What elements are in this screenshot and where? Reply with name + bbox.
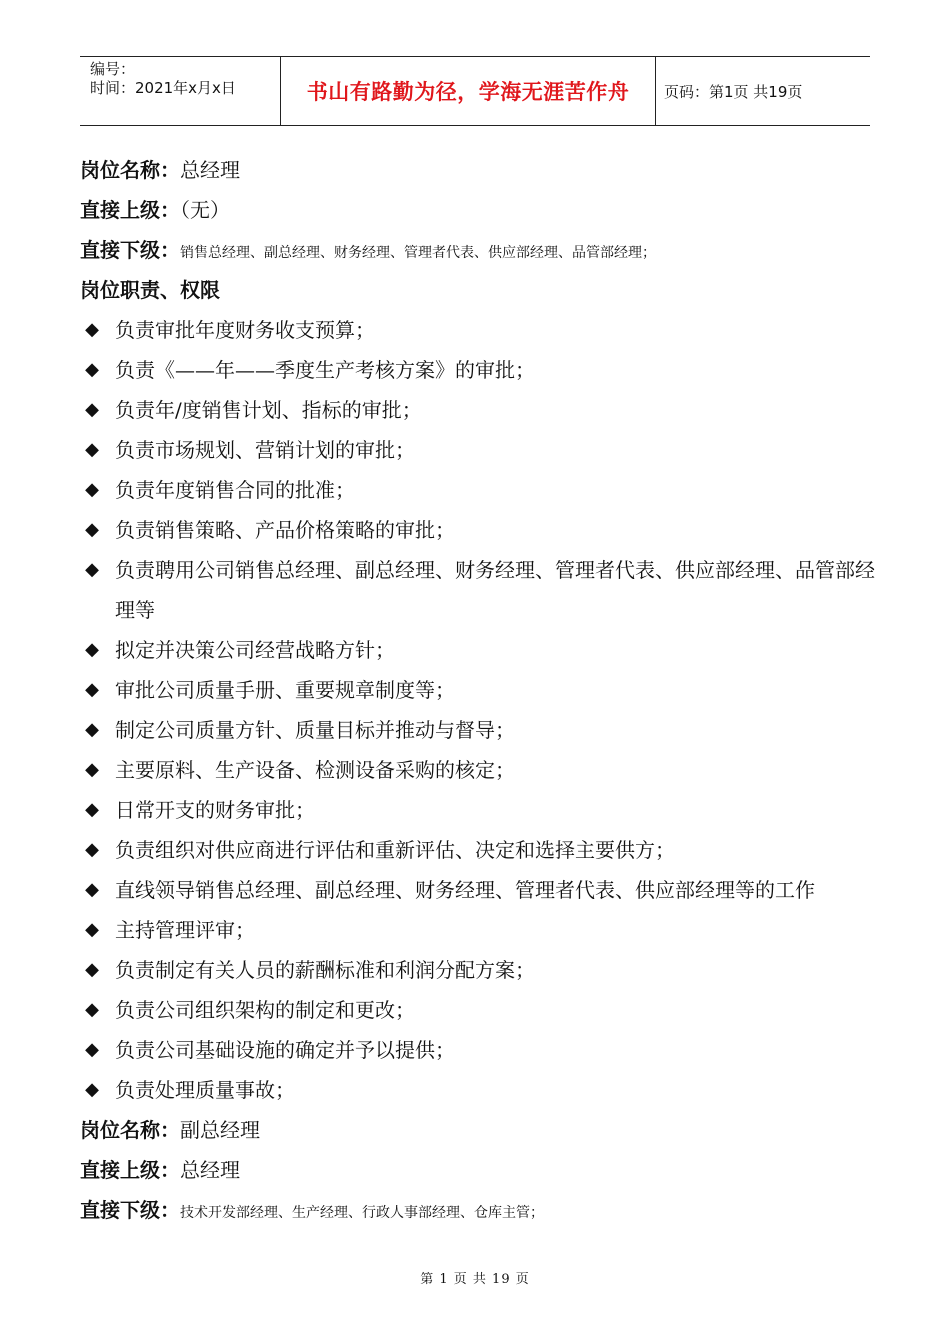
diamond-bullet-icon: ◆ bbox=[85, 919, 99, 940]
diamond-bullet-icon: ◆ bbox=[85, 839, 99, 860]
diamond-bullet-icon: ◆ bbox=[85, 559, 99, 580]
diamond-bullet-icon: ◆ bbox=[85, 479, 99, 500]
subordinate-value: 销售总经理、副总经理、财务经理、管理者代表、供应部经理、品管部经理； bbox=[180, 245, 656, 261]
superior-label: 直接上级： bbox=[80, 198, 180, 222]
diamond-bullet-icon: ◆ bbox=[85, 519, 99, 540]
list-item: ◆ 负责公司组织架构的制定和更改； bbox=[80, 990, 890, 1030]
list-item: ◆ 负责审批年度财务收支预算； bbox=[80, 310, 890, 350]
list-item: ◆ 负责组织对供应商进行评估和重新评估、决定和选择主要供方； bbox=[80, 830, 890, 870]
document-header bbox=[80, 56, 870, 126]
superior-row-2 bbox=[80, 1150, 890, 1190]
position-value: 总经理 bbox=[180, 158, 240, 182]
footer-page-number: 第 1 页 共 19 页 bbox=[420, 1272, 530, 1287]
diamond-bullet-icon: ◆ bbox=[85, 759, 99, 780]
position-label-2: 岗位名称： bbox=[80, 1118, 180, 1142]
list-item: ◆ 负责销售策略、产品价格策略的审批； bbox=[80, 510, 890, 550]
position-value-2: 副总经理 bbox=[180, 1118, 260, 1142]
header-page-cell bbox=[656, 57, 870, 125]
diamond-bullet-icon: ◆ bbox=[85, 959, 99, 980]
diamond-bullet-icon: ◆ bbox=[85, 1039, 99, 1060]
diamond-bullet-icon: ◆ bbox=[85, 799, 99, 820]
list-item: ◆ 负责年度销售合同的批准； bbox=[80, 470, 890, 510]
document-body bbox=[80, 150, 890, 1230]
diamond-bullet-icon: ◆ bbox=[85, 399, 99, 420]
duties-heading: 岗位职责、权限 bbox=[80, 278, 220, 302]
diamond-bullet-icon: ◆ bbox=[85, 999, 99, 1020]
list-item: ◆ 拟定并决策公司经营战略方针； bbox=[80, 630, 890, 670]
list-item: ◆ 负责制定有关人员的薪酬标准和利润分配方案； bbox=[80, 950, 890, 990]
list-item: ◆ 负责市场规划、营销计划的审批； bbox=[80, 430, 890, 470]
diamond-bullet-icon: ◆ bbox=[85, 879, 99, 900]
page-info: 页码：第1页 共19页 bbox=[664, 82, 803, 101]
duties-list bbox=[80, 310, 890, 1110]
page-footer bbox=[0, 1268, 950, 1287]
duties-heading-row bbox=[80, 270, 890, 310]
subordinate-row-2 bbox=[80, 1190, 890, 1230]
list-item: ◆ 日常开支的财务审批； bbox=[80, 790, 890, 830]
header-meta bbox=[80, 57, 290, 125]
motto: 书山有路勤为径，学海无涯苦作舟 bbox=[306, 79, 630, 104]
diamond-bullet-icon: ◆ bbox=[85, 719, 99, 740]
diamond-bullet-icon: ◆ bbox=[85, 439, 99, 460]
list-item: ◆ 主要原料、生产设备、检测设备采购的核定； bbox=[80, 750, 890, 790]
list-item: ◆ 负责聘用公司销售总经理、副总经理、财务经理、管理者代表、供应部经理、品管部经理等 bbox=[80, 550, 885, 630]
subordinate-value-2: 技术开发部经理、生产经理、行政人事部经理、仓库主管； bbox=[180, 1205, 544, 1221]
diamond-bullet-icon: ◆ bbox=[85, 639, 99, 660]
subordinate-label-2: 直接下级： bbox=[80, 1198, 180, 1222]
header-motto-cell bbox=[280, 57, 656, 125]
list-item: ◆ 制定公司质量方针、质量目标并推动与督导； bbox=[80, 710, 890, 750]
superior-label-2: 直接上级： bbox=[80, 1158, 180, 1182]
superior-value: （无） bbox=[180, 198, 230, 222]
position-row-2 bbox=[80, 1110, 890, 1150]
diamond-bullet-icon: ◆ bbox=[85, 679, 99, 700]
document-date: 时间：2021年x月x日 bbox=[90, 79, 236, 97]
list-item: ◆ 负责《——年——季度生产考核方案》的审批； bbox=[80, 350, 890, 390]
list-item: ◆ 负责年/度销售计划、指标的审批； bbox=[80, 390, 890, 430]
subordinate-row bbox=[80, 230, 890, 270]
superior-value-2: 总经理 bbox=[180, 1158, 240, 1182]
position-row bbox=[80, 150, 890, 190]
list-item: ◆ 审批公司质量手册、重要规章制度等； bbox=[80, 670, 890, 710]
list-item: ◆ 负责公司基础设施的确定并予以提供； bbox=[80, 1030, 890, 1070]
list-item: ◆ 主持管理评审； bbox=[80, 910, 890, 950]
list-item: ◆ 直线领导销售总经理、副总经理、财务经理、管理者代表、供应部经理等的工作 bbox=[80, 870, 885, 910]
diamond-bullet-icon: ◆ bbox=[85, 359, 99, 380]
subordinate-label: 直接下级： bbox=[80, 238, 180, 262]
list-item: ◆ 负责处理质量事故； bbox=[80, 1070, 890, 1110]
diamond-bullet-icon: ◆ bbox=[85, 319, 99, 340]
document-number: 编号： bbox=[90, 60, 136, 78]
position-label: 岗位名称： bbox=[80, 158, 180, 182]
superior-row bbox=[80, 190, 890, 230]
diamond-bullet-icon: ◆ bbox=[85, 1079, 99, 1100]
